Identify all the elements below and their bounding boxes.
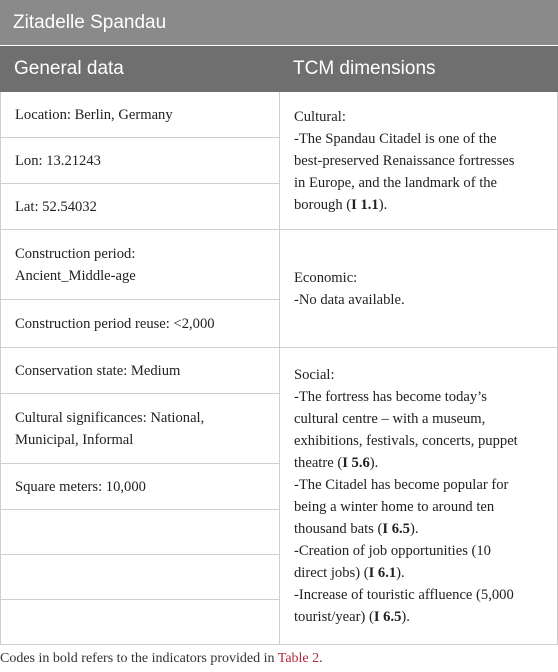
cell-empty-1	[0, 510, 280, 555]
construction-reuse-text: Construction period reuse: <2,000	[15, 315, 215, 332]
cell-significances	[0, 394, 280, 464]
social-line-6: being a winter home to around ten	[294, 499, 495, 515]
header-general-data: General data	[14, 58, 124, 79]
social-line-9-end: ).	[396, 565, 405, 581]
lat-text: Lat: 52.54032	[15, 198, 97, 215]
header-tcm-dimensions: TCM dimensions	[293, 58, 436, 79]
table-header	[0, 46, 558, 92]
social-line-7	[294, 518, 518, 540]
significances-line-1: Cultural significances: National,	[15, 409, 205, 426]
social-line-4	[294, 452, 518, 474]
significances-line-2: Municipal, Informal	[15, 431, 134, 448]
social-line-8: -Creation of job opportunities (10	[294, 543, 491, 559]
social-line-7-text: thousand bats (	[294, 521, 383, 537]
economic-heading: Economic:	[294, 269, 358, 286]
cultural-heading: Cultural:	[294, 108, 346, 125]
conservation-text: Conservation state: Medium	[15, 362, 181, 379]
cell-economic	[279, 230, 558, 348]
indicator-code: I 5.6	[342, 455, 370, 471]
social-line-11-text: tourist/year) (	[294, 609, 374, 625]
social-line-2: cultural centre – with a museum,	[294, 411, 486, 427]
indicator-code: I 1.1	[351, 196, 379, 213]
footnote-text: Codes in bold refers to the indicators provided in	[0, 651, 278, 666]
cell-location	[0, 92, 280, 138]
lon-text: Lon: 13.21243	[15, 152, 101, 169]
cell-empty-3	[0, 600, 280, 645]
cell-construction-period	[0, 230, 280, 300]
social-line-10: -Increase of touristic affluence (5,000	[294, 587, 514, 603]
cell-social	[279, 348, 558, 645]
social-line-4-end: ).	[369, 455, 379, 471]
cell-cultural	[279, 92, 558, 230]
table-footnote	[0, 651, 323, 667]
social-line-11-end: ).	[401, 609, 410, 625]
social-line-7-end: ).	[409, 521, 419, 537]
social-line-9-text: direct jobs) (	[294, 565, 369, 581]
cell-square-meters	[0, 464, 280, 510]
economic-line-1: -No data available.	[294, 291, 405, 308]
social-line-3: exhibitions, festivals, concerts, puppet	[294, 433, 518, 449]
cultural-line-3: in Europe, and the landmark of the	[294, 174, 498, 191]
cell-lat	[0, 184, 280, 230]
indicator-code: I 6.5	[382, 521, 410, 537]
cultural-line-4-end: ).	[378, 196, 388, 213]
indicator-code: I 6.5	[373, 609, 402, 625]
cultural-line-2: best-preserved Renaissance fortresses	[294, 152, 515, 169]
indicator-code: I 6.1	[368, 565, 397, 581]
location-text: Location: Berlin, Germany	[15, 106, 173, 123]
footnote-end: .	[319, 651, 323, 666]
social-line-11	[294, 606, 518, 628]
social-line-1: -The fortress has become today’s	[294, 389, 487, 405]
cell-empty-2	[0, 555, 280, 600]
social-line-9	[294, 562, 518, 584]
construction-period-value: Ancient_Middle-age	[15, 267, 136, 284]
social-line-5: -The Citadel has become popular for	[294, 477, 509, 493]
social-line-4-text: theatre (	[294, 455, 343, 471]
cell-conservation	[0, 348, 280, 394]
cultural-line-4	[294, 194, 514, 216]
social-heading: Social:	[294, 367, 335, 383]
cell-lon	[0, 138, 280, 184]
cultural-line-1: -The Spandau Citadel is one of the	[294, 130, 497, 147]
construction-period-label: Construction period:	[15, 245, 136, 262]
cultural-line-4-text: borough (	[294, 196, 352, 213]
table-2-link[interactable]: Table 2	[277, 651, 320, 666]
square-meters-text: Square meters: 10,000	[15, 478, 146, 495]
table-title: Zitadelle Spandau	[0, 0, 558, 45]
cell-construction-reuse	[0, 300, 280, 348]
